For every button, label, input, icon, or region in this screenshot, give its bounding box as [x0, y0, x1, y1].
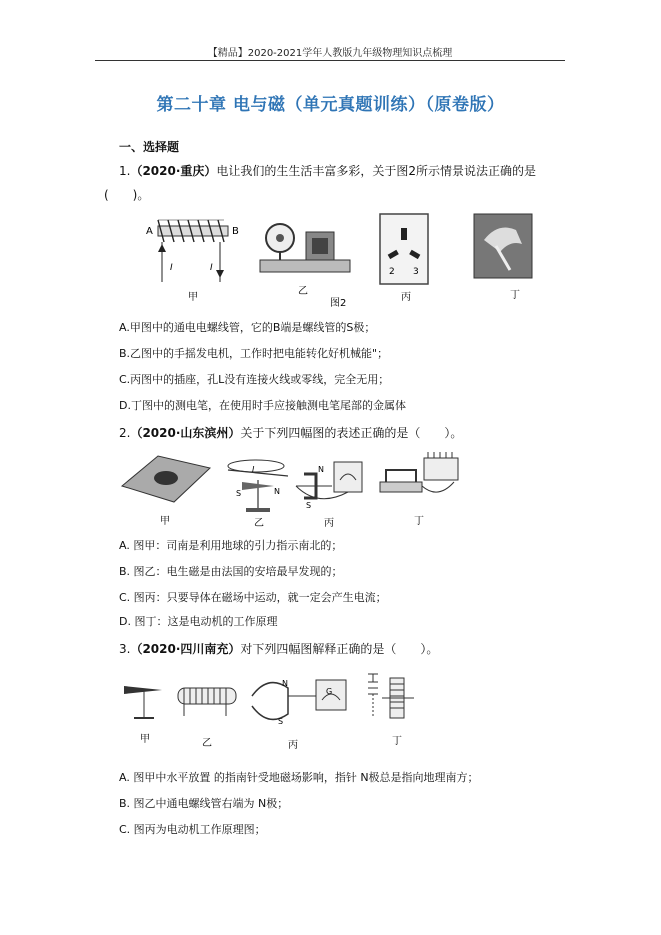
label-S: S	[236, 489, 242, 498]
figure-label-bing: 丙	[324, 518, 334, 529]
q1-option-a: A.甲图中的通电电螺线管，它的B端是螺线管的S极；	[119, 321, 376, 334]
section-heading: 一、选择题	[119, 140, 180, 154]
label-G: G	[326, 687, 333, 696]
label-A: A	[146, 226, 153, 237]
question-text: 关于下列四幅图的表述正确的是（ ）。	[240, 426, 463, 440]
label-I: I	[252, 465, 255, 474]
page-header: 【精品】2020-2021学年人教版九年级物理知识点梳理	[207, 48, 453, 59]
oersted-figure	[228, 460, 288, 529]
label-N: N	[274, 487, 280, 496]
sinan-figure	[122, 456, 210, 527]
solenoid-figure	[146, 220, 239, 303]
relay-figure	[368, 674, 414, 747]
generator-figure	[260, 224, 350, 297]
q2-option-d: D. 图丁：这是电动机的工作原理	[119, 615, 278, 628]
document-title: 第二十章 电与磁（单元真题训练）（原卷版）	[156, 95, 505, 115]
label-S: S	[278, 717, 284, 726]
figure-caption: 图2	[330, 298, 347, 309]
question-source: （2020·山东滨州）	[130, 426, 241, 440]
q2-option-a: A. 图甲：司南是利用地球的引力指示南北的；	[119, 539, 343, 552]
q3-option-b: B. 图乙中通电螺线管右端为 N极；	[119, 797, 289, 810]
label-I-left: I	[170, 263, 173, 273]
question-3	[119, 640, 549, 658]
question-text: 对下列四幅图解释正确的是（ ）。	[240, 642, 439, 656]
q2-option-b: B. 图乙：电生磁是由法国的安培最早发现的；	[119, 565, 343, 578]
q1-option-d: D.丁图中的测电笔，在使用时手应接触测电笔尾部的金属体	[119, 399, 406, 412]
figure-2	[118, 210, 548, 310]
figure-q2	[118, 446, 468, 532]
figure-label-jia: 甲	[140, 734, 150, 745]
test-pen-figure	[474, 214, 532, 301]
figure-label-jia: 甲	[188, 292, 198, 303]
figure-label-yi: 乙	[202, 738, 212, 749]
socket-hole-2: 2	[389, 267, 395, 277]
figure-label-jia: 甲	[160, 516, 170, 527]
induction-figure	[296, 462, 362, 529]
label-I-right: I	[210, 263, 213, 273]
header-rule	[95, 60, 565, 61]
q3-option-c: C. 图丙为电动机工作原理图；	[119, 823, 266, 836]
figure-label-ding: 丁	[414, 516, 424, 527]
figure-label-yi: 乙	[254, 518, 264, 529]
question-2	[119, 424, 549, 442]
label-S2: S	[306, 501, 312, 510]
q2-option-c: C. 图丙：只要导体在磁场中运动，就一定会产生电流；	[119, 591, 387, 604]
label-N: N	[282, 679, 288, 688]
label-B: B	[232, 226, 239, 237]
generator-figure	[252, 679, 346, 751]
solenoid-figure	[178, 688, 236, 749]
socket-hole-3: 3	[413, 267, 419, 277]
question-source: （2020·重庆）	[130, 164, 217, 178]
q3-option-a: A. 图甲中水平放置 的指南针受地磁场影响，指针 N极总是指向地理南方；	[119, 771, 479, 784]
figure-label-ding: 丁	[392, 736, 402, 747]
q1-option-c: C.丙图中的插座，孔L没有连接火线或零线，完全无用；	[119, 373, 390, 386]
figure-label-yi: 乙	[298, 286, 308, 297]
label-N2: N	[318, 465, 324, 474]
figure-q3	[118, 668, 438, 754]
q1-option-b: B.乙图中的手摇发电机，工作时把电能转化好机械能"；	[119, 347, 389, 360]
figure-label-ding: 丁	[510, 290, 520, 301]
question-number: 1.	[119, 164, 131, 178]
figure-label-bing: 丙	[288, 740, 298, 751]
question-text: 电让我们的生生活丰富多彩，关于图2所示情景说法正确的是	[216, 164, 537, 178]
compass-needle-figure	[124, 686, 162, 745]
question-1	[119, 162, 549, 180]
question-number: 2.	[119, 426, 131, 440]
question-source: （2020·四川南充）	[130, 642, 241, 656]
motor-figure	[380, 452, 458, 527]
question-number: 3.	[119, 642, 131, 656]
socket-figure	[380, 214, 428, 303]
figure-label-bing: 丙	[401, 292, 411, 303]
question-1-blank: ( )。	[104, 188, 150, 202]
